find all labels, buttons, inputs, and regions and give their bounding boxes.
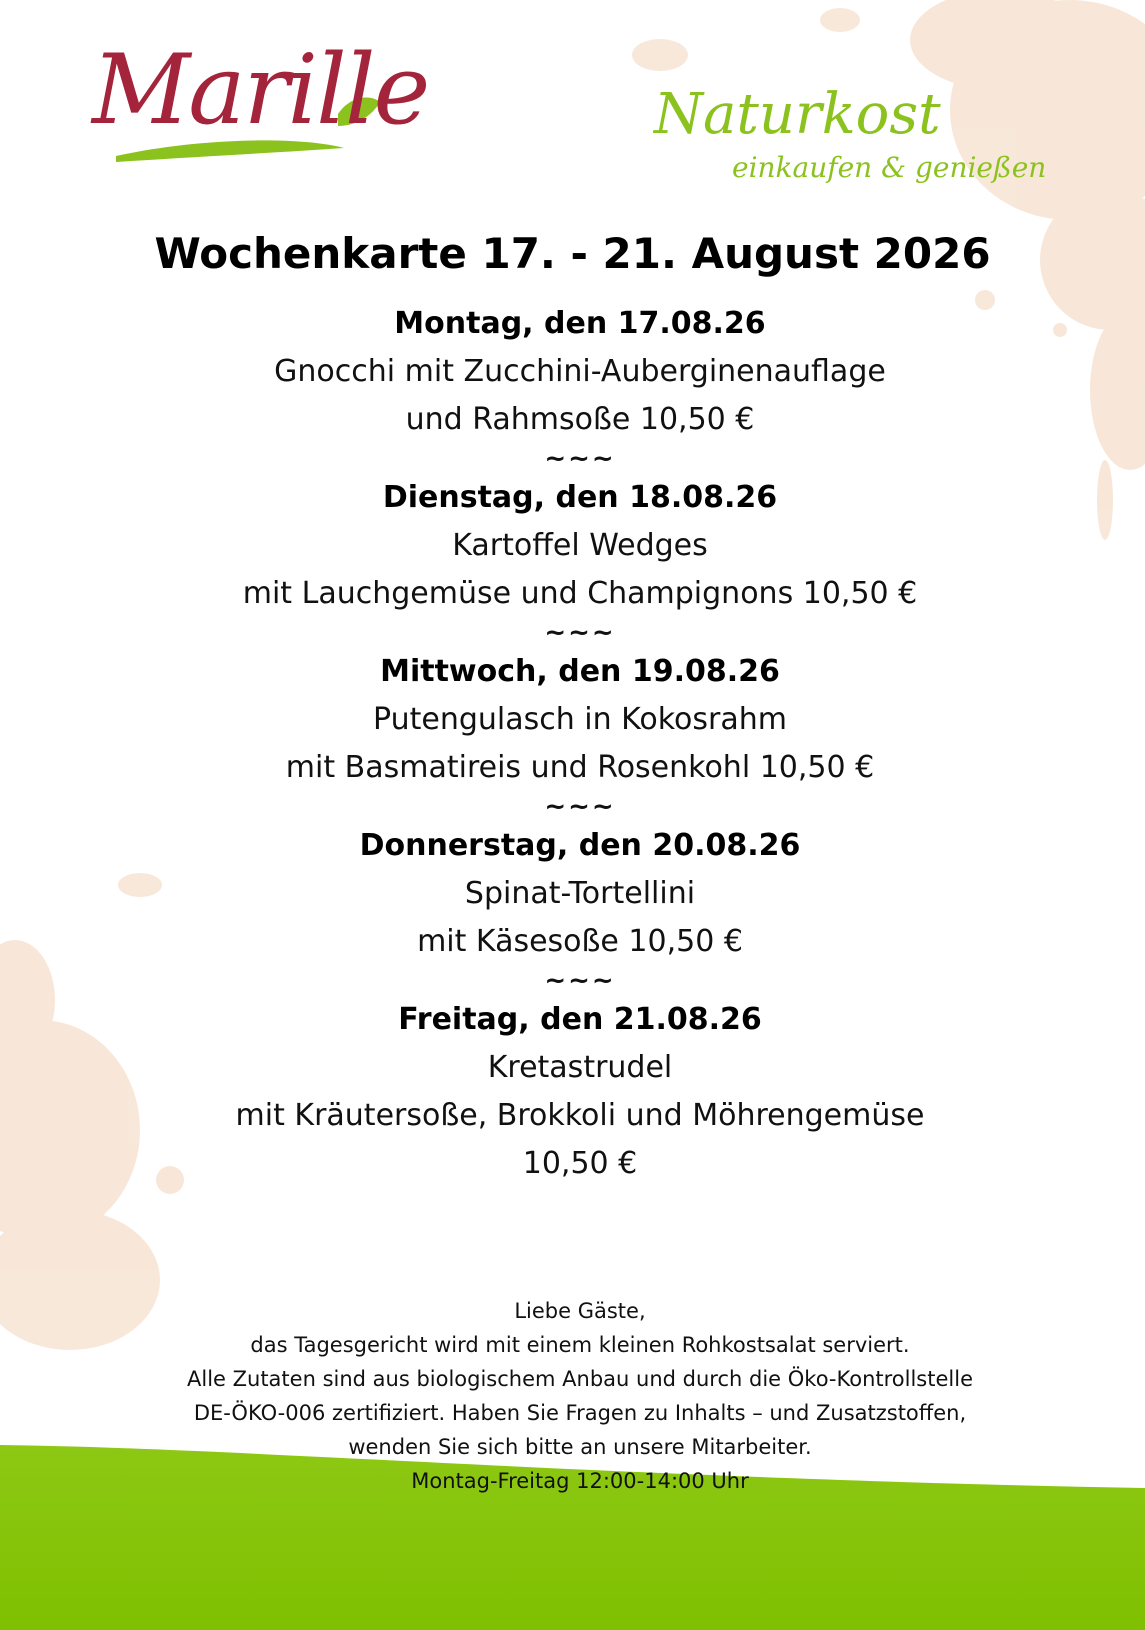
day-heading-friday: Freitag, den 21.08.26 [398,1002,762,1037]
day-heading-wednesday: Mittwoch, den 19.08.26 [380,654,780,689]
dish-line: mit Lauchgemüse und Champignons 10,50 € [242,576,918,611]
brand-title: Naturkost [654,82,941,147]
dish-line: mit Basmatireis und Rosenkohl 10,50 € [285,750,875,785]
opening-hours: Montag-Freitag 12:00-14:00 Uhr [411,1469,749,1493]
notice-line: das Tagesgericht wird mit einem kleinen Rohkostsalat serviert. [250,1333,910,1357]
dish-line: Putengulasch in Kokosrahm [373,702,787,737]
guest-notice [0,1294,1145,1498]
brand-block [640,82,1070,186]
notice-greeting: Liebe Gäste, [514,1299,646,1323]
page-title: Wochenkarte 17. - 21. August 2026 [154,229,991,278]
dish-line: Gnocchi mit Zucchini-Auberginenauflage [274,354,886,389]
day-heading-tuesday: Dienstag, den 18.08.26 [382,480,778,515]
dish-line: mit Kräutersoße, Brokkoli und Möhrengemüse [235,1098,925,1133]
dish-line: Kartoffel Wedges [452,528,708,563]
marille-logo [88,30,429,180]
day-heading-monday: Montag, den 17.08.26 [394,306,766,341]
weekly-menu [0,300,1145,1188]
dish-price: 10,50 € [522,1146,638,1181]
dish-line: und Rahmsoße 10,50 € [405,402,755,437]
separator: ~~~ [544,618,616,648]
separator: ~~~ [544,444,616,474]
logo-text: Marille [92,34,429,146]
day-heading-thursday: Donnerstag, den 20.08.26 [359,828,801,863]
dish-line: Spinat-Tortellini [464,876,696,911]
notice-line: DE-ÖKO-006 zertifiziert. Haben Sie Fragen zu Inhalts – und Zusatzstoffen, [193,1401,967,1425]
separator: ~~~ [544,966,616,996]
separator: ~~~ [544,792,616,822]
dish-line: mit Käsesoße 10,50 € [417,924,743,959]
notice-line: Alle Zutaten sind aus biologischem Anbau und durch die Öko-Kontrollstelle [187,1367,973,1391]
notice-line: wenden Sie sich bitte an unsere Mitarbeiter. [348,1435,812,1459]
brand-tagline: einkaufen & genießen [732,151,1047,184]
dish-line: Kretastrudel [487,1050,673,1085]
